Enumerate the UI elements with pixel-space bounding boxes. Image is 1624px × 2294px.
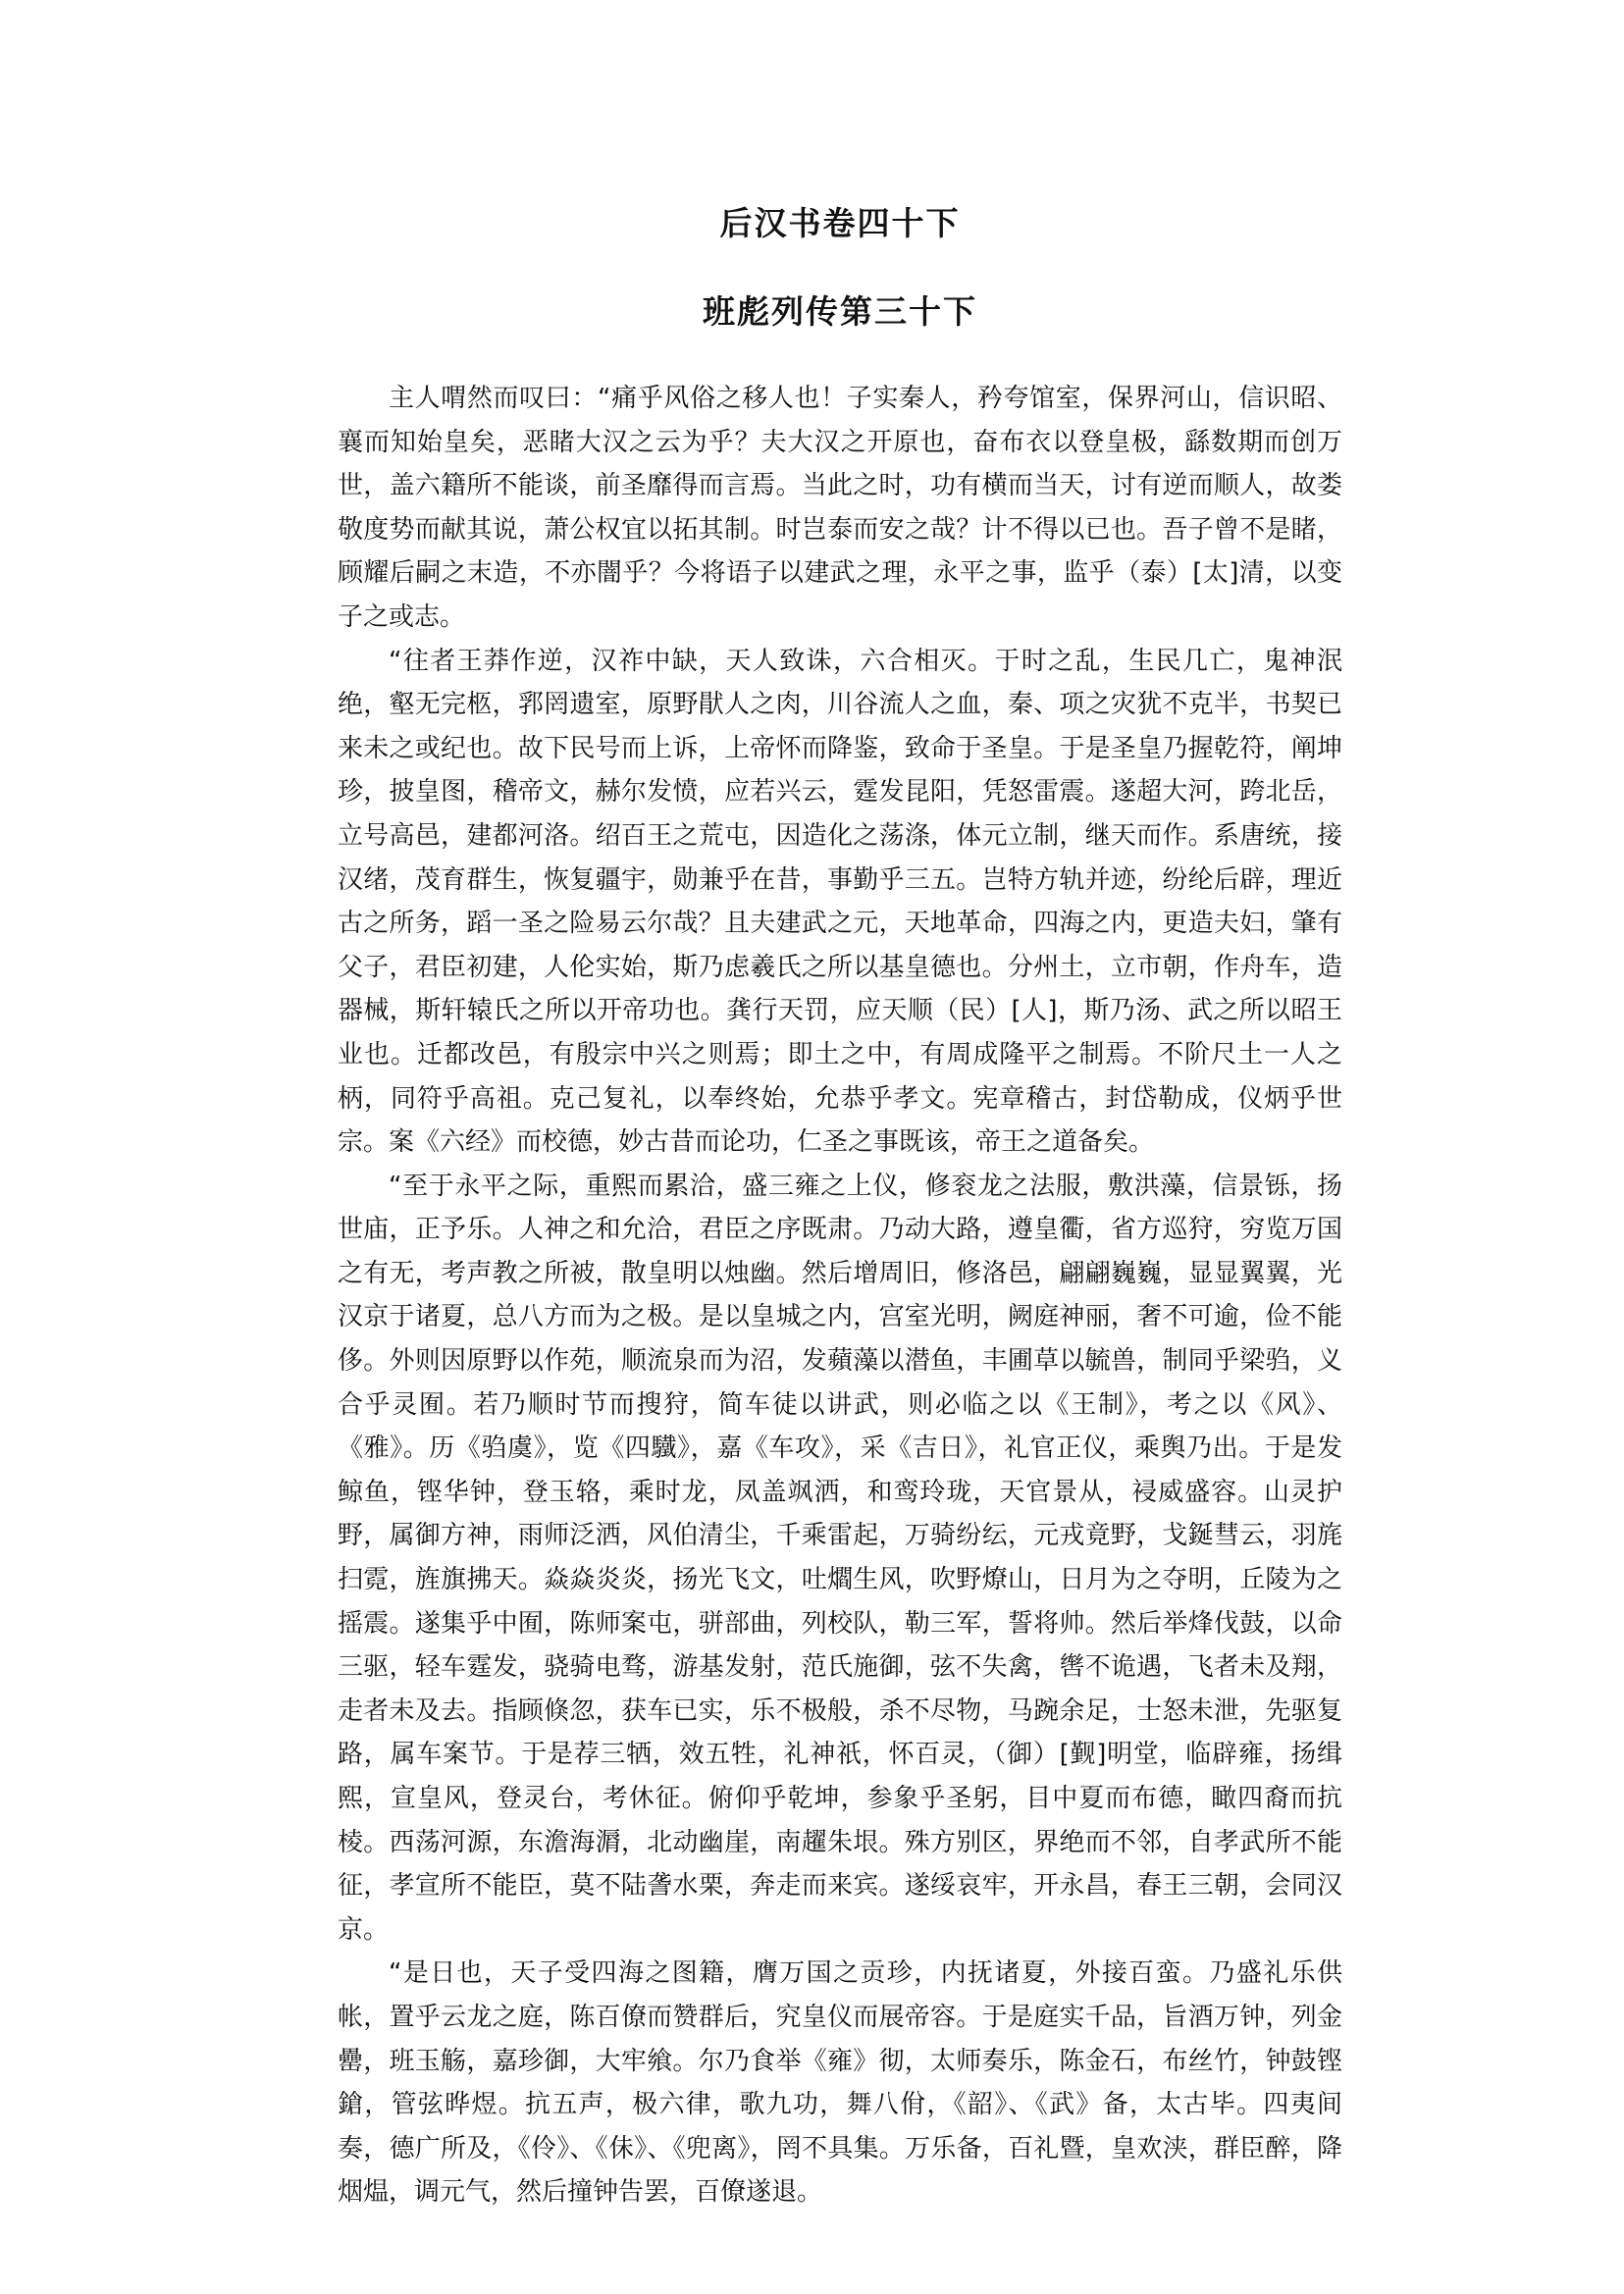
- paragraph: “是日也，天子受四海之图籍，膺万国之贡珍，内抚诸夏，外接百蛮。乃盛礼乐供帐，置乎云龙之庭，陈百僚而赞群后，究皇仪而展帝容。于是庭实千品，旨酒万钟，列金罍，班玉觞，嘉珍御，大牢飨。尔乃食举《雍》彻，太师奏乐，陈金石，布丝竹，钟鼓铿鎗，管弦晔煜。抗五声，极六律，歌九功，舞八佾，《韶》、《武》备，太古毕。四夷间奏，德广所及，《伶》、《佅》、《兜离》，罔不具集。万乐备，百礼暨，皇欢浃，群臣醉，降烟煴，调元气，然后撞钟告罢，百僚遂退。: [338, 1958, 1342, 2208]
- paragraph: “往者王莽作逆，汉祚中缺，天人致诛，六合相灭。于时之乱，生民几亡，鬼神泯绝，壑无完柩，郛罔遗室，原野猒人之肉，川谷流人之血，秦、项之灾犹不克半，书契已来未之或纪也。故下民号而上诉，上帝怀而降鉴，致命于圣皇。于是圣皇乃握乾符，阐坤珍，披皇图，稽帝文，赫尔发愤，应若兴云，霆发昆阳，凭怒雷震。遂超大河，跨北岳，立号高邑，建都河洛。绍百王之荒屯，因造化之荡涤，体元立制，继天而作。系唐统，接汉绪，茂育群生，恢复疆宇，勋兼乎在昔，事勤乎三五。岂特方轨并迹，纷纶后辟，理近古之所务，蹈一圣之险易云尔哉？且夫建武之元，天地革命，四海之内，更造夫妇，肇有父子，君臣初建，人伦实始，斯乃虑羲氏之所以基皇德也。分州土，立市朝，作舟车，造器械，斯轩辕氏之所以开帝功也。龚行天罚，应天顺（民）[人]，斯乃汤、武之所以昭王业也。迁都改邑，有殷宗中兴之则焉；即土之中，有周成隆平之制焉。不阶尺土一人之柄，同符乎高祖。克己复礼，以奉终始，允恭乎孝文。宪章稽古，封岱勒成，仪炳乎世宗。案《六经》而校德，妙古昔而论功，仁圣之事既该，帝王之道备矣。: [338, 646, 1342, 1158]
- paragraph: “至于永平之际，重熙而累洽，盛三雍之上仪，修衮龙之法服，敷洪藻，信景铄，扬世庙，正予乐。人神之和允洽，君臣之序既肃。乃动大路，遵皇衢，省方巡狩，穷览万国之有无，考声教之所被，散皇明以烛幽。然后增周旧，修洛邑，翩翩巍巍，显显翼翼，光汉京于诸夏，总八方而为之极。是以皇城之内，宫室光明，阙庭神丽，奢不可逾，俭不能侈。外则因原野以作苑，顺流泉而为沼，发蘋藻以潜鱼，丰圃草以毓兽，制同乎梁驺，义合乎灵囿。若乃顺时节而搜狩，简车徒以讲武，则必临之以《王制》，考之以《风》、《雅》。历《驺虞》，览《四驖》，嘉《车攻》，采《吉日》，礼官正仪，乘舆乃出。于是发鲸鱼，铿华钟，登玉辂，乘时龙，凤盖飒洒，和鸾玲珑，天官景从，祲威盛容。山灵护野，属御方神，雨师泛洒，风伯清尘，千乘雷起，万骑纷纭，元戎竟野，戈鋋彗云，羽旄扫霓，旌旗拂天。焱焱炎炎，扬光飞文，吐爓生风，吹野燎山，日月为之夺明，丘陵为之摇震。遂集乎中囿，陈师案屯，骈部曲，列校队，勒三军，誓将帅。然后举烽伐鼓，以命三驱，轻车霆发，骁骑电骛，游基发射，范氏施御，弦不失禽，辔不诡遇，飞者未及翔，走者未及去。指顾倏忽，获车已实，乐不极般，杀不尽物，马踠余足，士怒未泄，先驱复路，属车案节。于是荐三牺，效五牲，礼神祇，怀百灵，（御）[觐]明堂，临辟雍，扬缉熙，宣皇风，登灵台，考休征。俯仰乎乾坤，参象乎圣躬，目中夏而布德，瞰四裔而抗棱。西荡河源，东澹海漘，北动幽崖，南趯朱垠。殊方别区，界绝而不邻，自孝武所不能征，孝宣所不能臣，莫不陆詟水栗，奔走而来宾。遂绥哀牢，开永昌，春王三朝，会同汉京。: [338, 1171, 1342, 1945]
- paragraph: 主人喟然而叹曰：“痛乎风俗之移人也！子实秦人，矜夸馆室，保界河山，信识昭、襄而知始皇矣，恶睹大汉之云为乎？夫大汉之开原也，奋布衣以登皇极，繇数期而创万世，盖六籍所不能谈，前圣靡得而言焉。当此之时，功有横而当天，讨有逆而顺人，故娄敬度势而献其说，萧公权宜以拓其制。时岂泰而安之哉？计不得以已也。吾子曾不是睹，顾耀后嗣之末造，不亦闇乎？今将语子以建武之理，永平之事，监乎（泰）[太]清，以变子之或志。: [338, 384, 1342, 632]
- document-subtitle: 班彪列传第三十下: [703, 292, 977, 331]
- document-body: [338, 377, 1342, 2215]
- document-title: 后汉书卷四十下: [719, 204, 961, 242]
